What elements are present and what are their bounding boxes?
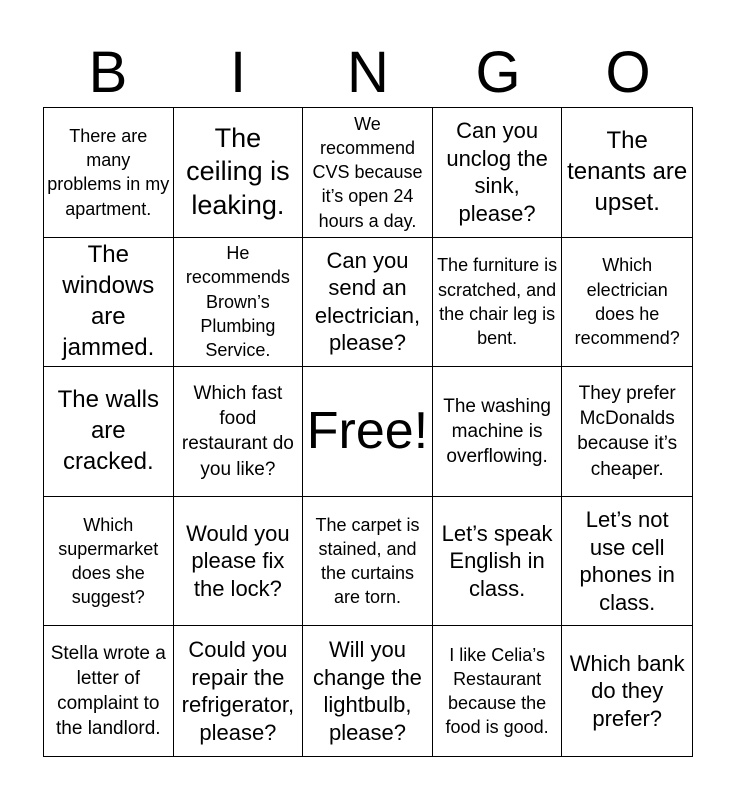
bingo-cell[interactable]: [433, 626, 563, 756]
bingo-cell[interactable]: [562, 367, 692, 497]
bingo-cell[interactable]: [44, 626, 174, 756]
bingo-cell[interactable]: [562, 238, 692, 368]
bingo-cell[interactable]: [174, 367, 304, 497]
cell-text: Which supermarket does she suggest?: [58, 514, 159, 608]
bingo-cell[interactable]: [174, 108, 304, 238]
cell-text: The carpet is stained, and the curtains are torn.: [315, 514, 420, 608]
bingo-cell[interactable]: [303, 238, 433, 368]
bingo-board: [43, 107, 693, 757]
cell-text: The walls are cracked.: [57, 386, 159, 475]
cell-text: Would you please fix the lock?: [186, 520, 290, 601]
bingo-cell[interactable]: [44, 367, 174, 497]
cell-text: The tenants are upset.: [567, 127, 688, 216]
bingo-cell[interactable]: [174, 497, 304, 627]
bingo-cell[interactable]: [433, 108, 563, 238]
bingo-cell[interactable]: [303, 497, 433, 627]
cell-text: Could you repair the refrigerator, please?: [181, 637, 295, 745]
cell-text: Which bank do they prefer?: [569, 650, 685, 731]
cell-text: Can you unclog the sink, please?: [446, 118, 548, 226]
cell-text: He recommends Brown’s Plumbing Service.: [185, 243, 290, 361]
cell-text: We recommend CVS because it’s open 24 hours a day.: [312, 113, 423, 231]
cell-text: Can you send an electrician, please?: [314, 247, 421, 356]
header-letter-o: O: [605, 40, 651, 105]
header-letter-i: I: [229, 40, 247, 105]
cell-text: Which fast food restaurant do you like?: [181, 382, 294, 480]
header-letter-g: G: [475, 40, 521, 105]
bingo-cell[interactable]: [174, 238, 304, 368]
cell-text: Let’s not use cell phones in class.: [579, 507, 675, 615]
bingo-cell[interactable]: [44, 108, 174, 238]
bingo-cell[interactable]: [433, 238, 563, 368]
bingo-cell[interactable]: [303, 626, 433, 756]
header-letter-n: N: [347, 40, 389, 105]
cell-text: Let’s speak English in class.: [441, 520, 553, 601]
bingo-header: [43, 40, 693, 106]
bingo-cell[interactable]: [44, 497, 174, 627]
bingo-cell[interactable]: [44, 238, 174, 368]
cell-text: Which electrician does he recommend?: [574, 255, 680, 349]
cell-text: I like Celia’s Restaurant because the food is good.: [445, 644, 549, 738]
bingo-cell[interactable]: [174, 626, 304, 756]
cell-text: The furniture is scratched, and the chair leg is bent.: [437, 255, 558, 349]
cell-text: There are many problems in my apartment.: [47, 125, 170, 219]
cell-text: The washing machine is overflowing.: [443, 395, 551, 468]
cell-text: Stella wrote a letter of complaint to the landlord.: [50, 642, 166, 740]
free-space-text: Free!: [306, 402, 429, 461]
bingo-cell[interactable]: [562, 626, 692, 756]
bingo-cell[interactable]: [562, 497, 692, 627]
bingo-cell[interactable]: [433, 367, 563, 497]
header-letter-b: B: [88, 40, 128, 105]
cell-text: They prefer McDonalds because it’s cheaper.: [577, 382, 678, 480]
bingo-cell[interactable]: [433, 497, 563, 627]
cell-text: Will you change the lightbulb, please?: [313, 637, 422, 745]
bingo-cell[interactable]: [562, 108, 692, 238]
cell-text: The ceiling is leaking.: [186, 122, 290, 221]
free-space-cell[interactable]: [303, 367, 433, 497]
bingo-cell[interactable]: [303, 108, 433, 238]
cell-text: The windows are jammed.: [62, 241, 155, 361]
